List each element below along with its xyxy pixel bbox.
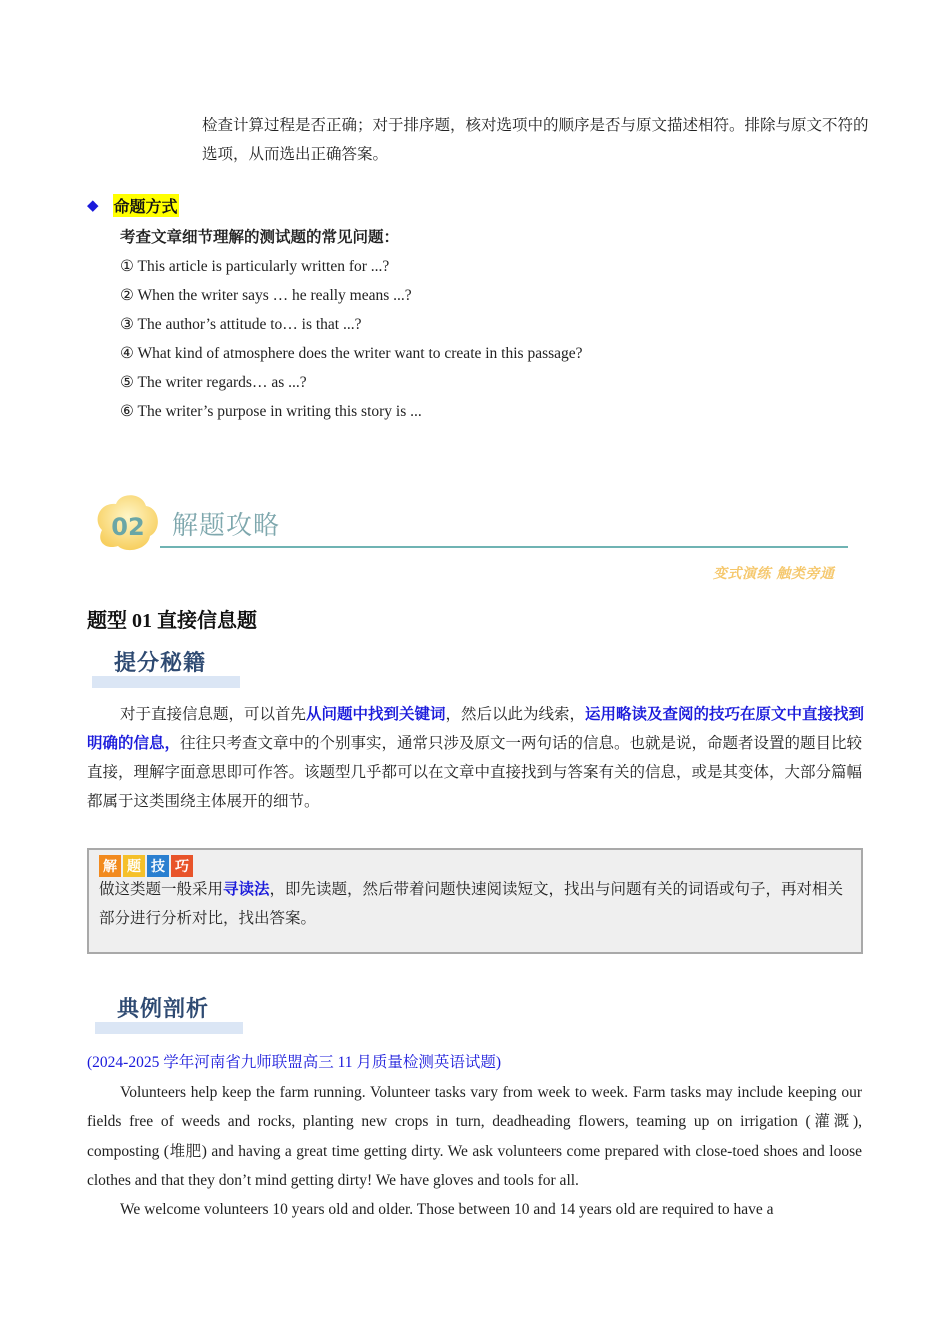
text-run: 对于直接信息题，可以首先 — [120, 706, 307, 723]
passage-paragraph: We welcome volunteers 10 years old and older. Those between 10 and 14 years old are required to have a — [120, 1201, 774, 1219]
tips-ribbon-label: 提分秘籍 — [114, 651, 207, 676]
skill-box — [87, 848, 863, 954]
skill-badge — [99, 855, 193, 877]
passage-paragraph: Volunteers help keep the farm running. Volunteer tasks vary from week to week. Farm tasks may include keeping our fields free of weeds and rocks, planting new crops in turn, deadheading flowers, teaming up on irrigation (灌溉), composting (堆肥) and having a great time getting dirty. We ask volunteers come prepared with close-toed shoes and loose clothes and that they don’t mind getting dirty! We have gloves and tools for all. — [87, 1084, 862, 1189]
tips-paragraph — [87, 700, 875, 816]
question-item: ③ The author’s attitude to… is that ...? — [120, 316, 362, 333]
example-ribbon-label: 典例剖析 — [117, 997, 210, 1022]
badge-char: 题 — [123, 855, 145, 877]
section-tag: 变式演练 触类旁通 — [713, 566, 835, 582]
question-item: ④ What kind of atmosphere does the writer want to create in this passage? — [120, 345, 583, 362]
badge-char: 解 — [99, 855, 121, 877]
section-divider — [160, 546, 848, 548]
question-item: ② When the writer says … he really means ...? — [120, 287, 412, 304]
text-run: 往往只考查文章中的个别事实，通常只涉及原文一两句话的信息。也就是说，命题者设置的题目比较直接，理解字面意思即可作答。该题型几乎都可以在文章中直接找到与答案有关的信息，或是其变体，大部分篇幅都属于这类围绕主体展开的细节。 — [87, 735, 863, 810]
section-title: 解题攻略 — [172, 511, 281, 541]
source-citation: (2024-2025 学年河南省九师联盟高三 11 月质量检测英语试题) — [87, 1054, 502, 1071]
intro-paragraph: 检查计算过程是否正确；对于排序题，核对选项中的顺序是否与原文描述相符。排除与原文不符的选项，从而选出正确答案。 — [202, 117, 869, 163]
highlight-keyword: 从问题中找到关键词 — [306, 706, 446, 723]
question-list — [120, 252, 583, 426]
skill-text — [99, 875, 849, 933]
text-run: ，然后以此为线索， — [445, 706, 586, 723]
question-item: ⑤ The writer regards… as ...? — [120, 374, 307, 391]
tips-ribbon — [92, 646, 242, 688]
question-list-heading: 考查文章细节理解的测试题的常见问题： — [120, 229, 400, 246]
diamond-icon: ◆ — [87, 197, 99, 214]
proposition-heading — [87, 193, 179, 217]
question-item: ① This article is particularly written for ...? — [120, 258, 390, 275]
badge-char: 技 — [147, 855, 169, 877]
ribbon-underline — [95, 1022, 243, 1034]
proposition-label: 命题方式 — [113, 194, 179, 217]
text-run: ，即先读题，然后带着问题快速阅读短文，找出与问题有关的词语或句子，再对相关部分进行分析对比，找出答案。 — [99, 881, 844, 927]
highlight-keyword: 运用略读及查阅的技巧在原文中直接找到明确的信息， — [87, 706, 865, 752]
text-run: 做这类题一般采用 — [99, 881, 224, 898]
section-number-badge — [92, 490, 162, 556]
example-ribbon — [95, 992, 245, 1034]
ribbon-underline — [92, 676, 240, 688]
badge-char: 巧 — [171, 855, 193, 877]
question-type-title: 题型 01 直接信息题 — [87, 610, 257, 632]
highlight-keyword: 寻读法 — [223, 881, 270, 898]
reading-passage — [87, 1078, 862, 1224]
section-number: 02 — [111, 513, 145, 541]
question-item: ⑥ The writer’s purpose in writing this story is ... — [120, 403, 422, 420]
